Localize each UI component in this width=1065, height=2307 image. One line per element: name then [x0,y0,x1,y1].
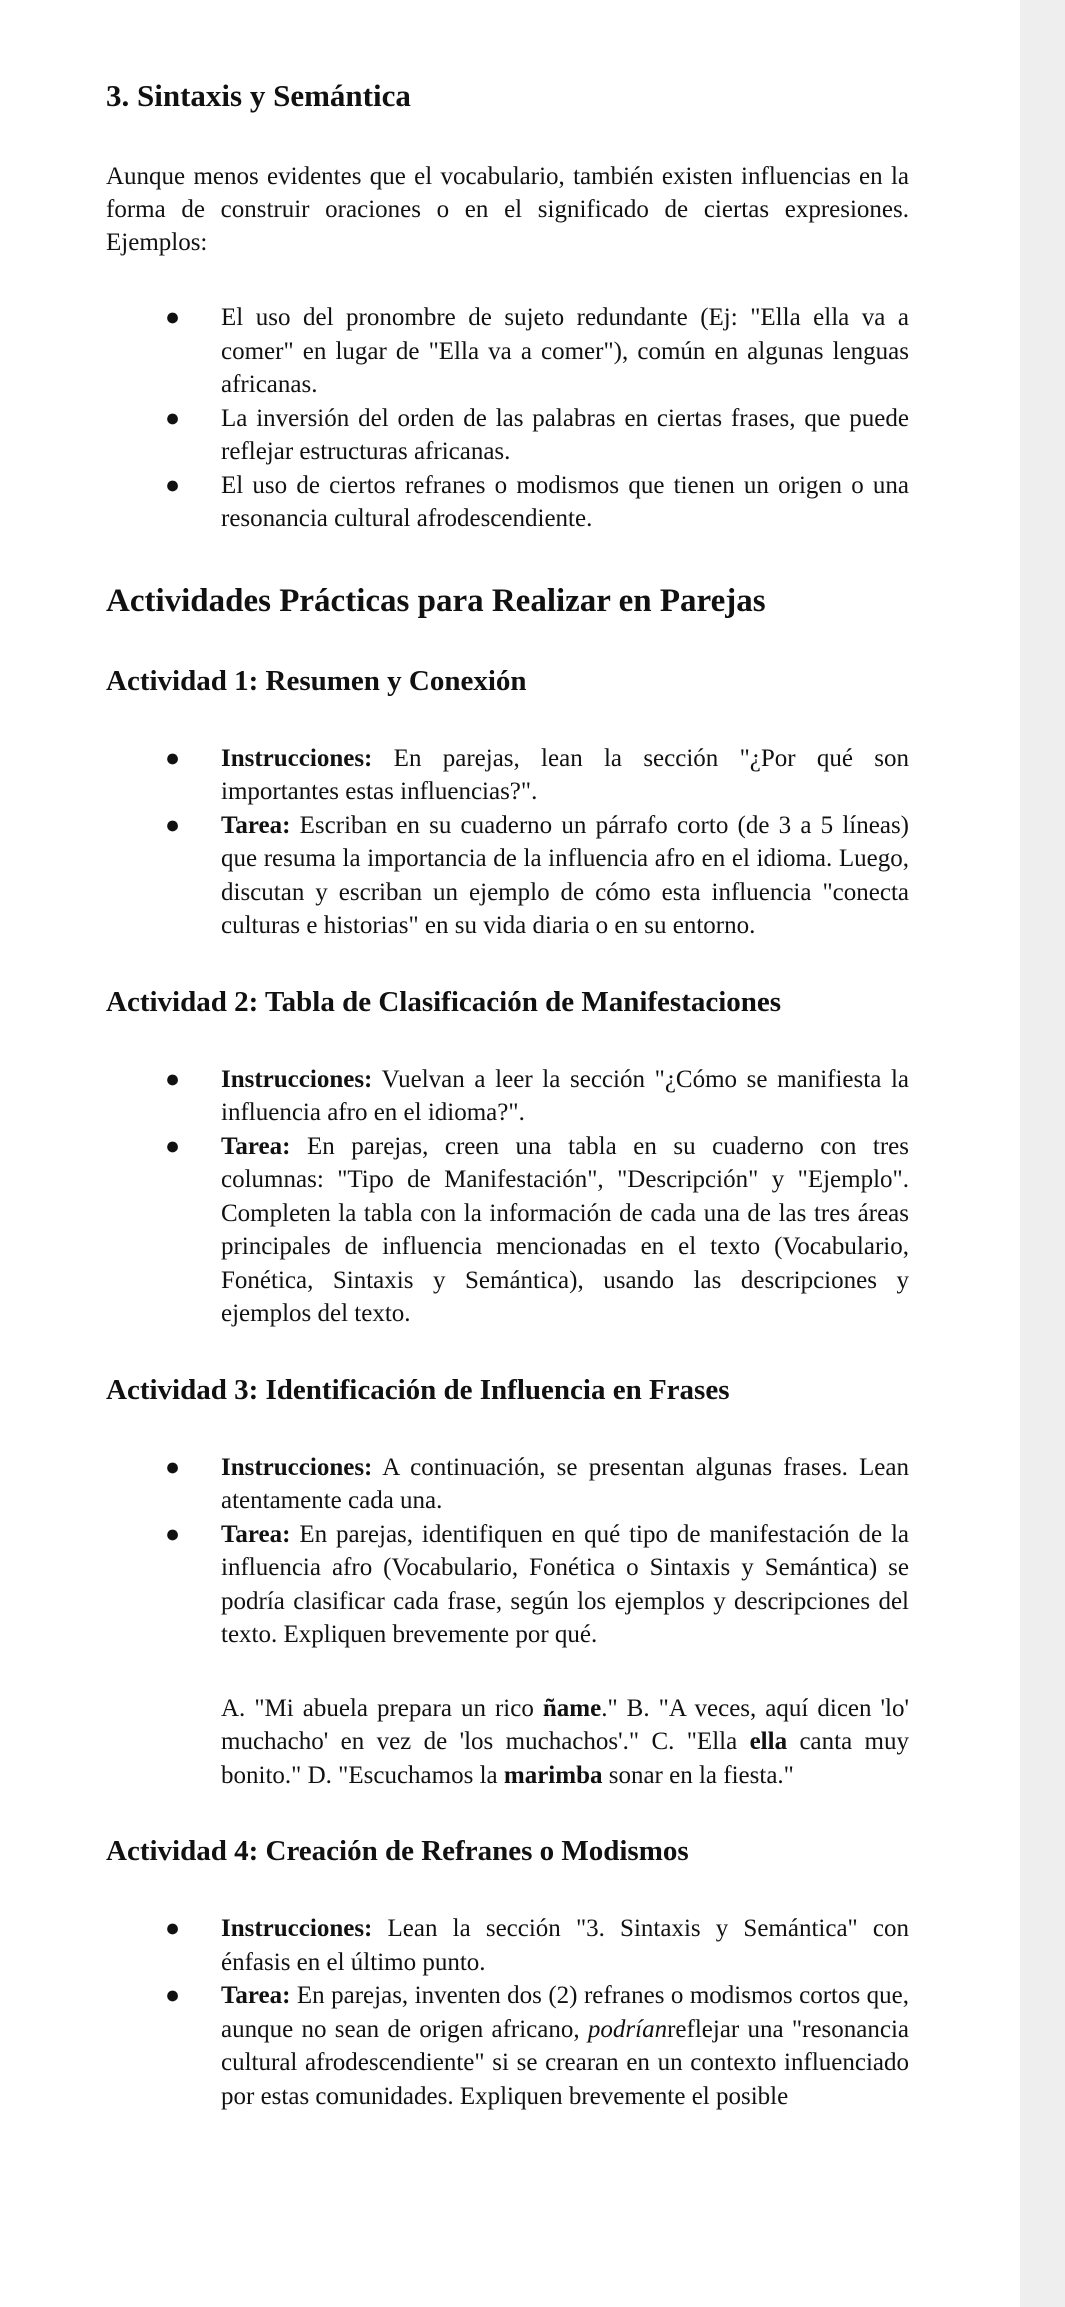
list-item: ● Tarea: En parejas, creen una tabla en su cuaderno con tres columnas: "Tipo de Manifestación", "Descripción" y "Ejemplo". Completen la tabla con la información de cada una de las tres áreas principales de influencia mencionadas en el texto (Vocabulario, Fonética, Sintaxis y Semántica), usando las descripciones y ejemplos del texto. [221,1130,909,1331]
list-item: ● Instrucciones: En parejas, lean la sección "¿Por qué son importantes estas influencias?". [221,742,909,809]
activity-2-list [106,1063,909,1331]
bullet-icon: ● [165,1132,181,1160]
list-item: ● El uso del pronombre de sujeto redundante (Ej: "Ella ella va a comer" en lugar de "Ella va a comer"), común en algunas lenguas africanas. [221,301,909,402]
list-item: ● Instrucciones: A continuación, se presentan algunas frases. Lean atentamente cada una. [221,1451,909,1518]
activity-2-title: Actividad 2: Tabla de Clasificación de Manifestaciones [106,985,782,1018]
bullet-icon: ● [165,1520,181,1548]
bullet-icon: ● [165,471,181,499]
document-content [106,74,909,2113]
bullet-icon: ● [165,1065,181,1093]
section-3-title: 3. Sintaxis y Semántica [106,78,411,113]
activity-4-list [106,1912,909,2113]
bullet-icon: ● [165,1915,181,1942]
activities-title: Actividades Prácticas para Realizar en Parejas [106,582,766,619]
bullet-icon: ● [165,304,181,331]
list-item: ● El uso de ciertos refranes o modismos que tienen un origen o una resonancia cultural afrodescendiente. [221,469,909,536]
list-item: ● Instrucciones: Vuelvan a leer la sección "¿Cómo se manifiesta la influencia afro en el idioma?". [221,1063,909,1130]
list-item: ● Tarea: Escriban en su cuaderno un párrafo corto (de 3 a 5 líneas) que resuma la importancia de la influencia afro en el idioma. Luego, discutan y escriban un ejemplo de cómo esta influencia "conecta culturas e historias" en su vida diaria o en su entorno. [221,809,909,943]
activity-3-list [106,1451,909,1652]
bullet-icon: ● [165,1982,181,2009]
activity-4-title: Actividad 4: Creación de Refranes o Modismos [106,1835,689,1867]
section-3-intro: Aunque menos evidentes que el vocabulario, también existen influencias en la forma de construir oraciones o en el significado de ciertas expresiones. Ejemplos: [106,163,909,256]
list-item: ● Tarea: En parejas, inventen dos (2) refranes o modismos cortos que, aunque no sean de origen africano, podríanreflejar una "resonancia cultural afrodescendiente" si se crearan en un contexto influenciado por estas comunidades. Expliquen brevemente el posible [221,1979,909,2113]
activity-1-title: Actividad 1: Resumen y Conexión [106,664,527,697]
bullet-icon: ● [165,404,181,432]
list-item: ● Tarea: En parejas, identifiquen en qué tipo de manifestación de la influencia afro (Vocabulario, Fonética o Sintaxis y Semántica) se podría clasificar cada frase, según los ejemplos y descripciones del texto. Expliquen brevemente por qué. [221,1518,909,1652]
activity-3-title: Actividad 3: Identificación de Influencia en Frases [106,1373,730,1406]
list-item: ● Instrucciones: Lean la sección "3. Sintaxis y Semántica" con énfasis en el último punto. [221,1912,909,1979]
list-item: ● La inversión del orden de las palabras en ciertas frases, que puede reflejar estructuras africanas. [221,402,909,469]
bullet-icon: ● [165,1453,181,1481]
bullet-icon: ● [165,744,181,772]
activity-3-example-phrases: A. "Mi abuela prepara un rico ñame." B. "A veces, aquí dicen 'lo' muchacho' en vez de 'los muchachos'." C. "Ella ella canta muy bonito." D. "Escuchamos la marimba sonar en la fiesta." [221,1694,909,1789]
bullet-icon: ● [165,811,181,839]
activity-1-list [106,742,909,943]
section-3-bullet-list [106,301,909,536]
